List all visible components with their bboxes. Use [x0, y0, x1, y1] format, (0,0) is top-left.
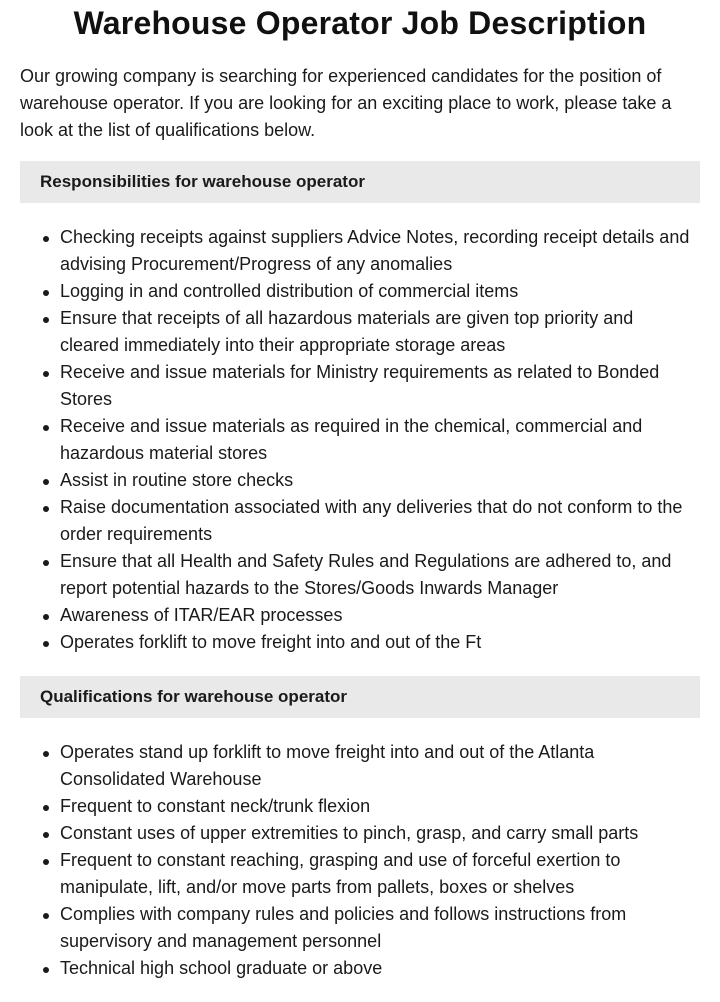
list-item: Operates stand up forklift to move freight into and out of the Atlanta Consolidated Warehouse: [60, 739, 700, 793]
responsibilities-heading: Responsibilities for warehouse operator: [20, 161, 700, 203]
qualifications-heading: Qualifications for warehouse operator: [20, 676, 700, 718]
page-title: Warehouse Operator Job Description: [73, 5, 647, 41]
list-item: Receive and issue materials for Ministry requirements as related to Bonded Stores: [60, 359, 700, 413]
list-item: Receive and issue materials as required in the chemical, commercial and hazardous material stores: [60, 413, 700, 467]
list-item: Frequent to constant reaching, grasping and use of forceful exertion to manipulate, lift, and/or move parts from pallets, boxes or shelves: [60, 847, 700, 901]
list-item: Constant uses of upper extremities to pinch, grasp, and carry small parts: [60, 820, 700, 847]
list-item: Awareness of ITAR/EAR processes: [60, 602, 700, 629]
list-item: Frequent to constant neck/trunk flexion: [60, 793, 700, 820]
list-item: Ensure that all Health and Safety Rules and Regulations are adhered to, and report potential hazards to the Stores/Goods Inwards Manager: [60, 548, 700, 602]
list-item: Technical high school graduate or above: [60, 955, 700, 982]
responsibilities-list: [20, 224, 700, 656]
intro-paragraph: Our growing company is searching for experienced candidates for the position of warehouse operator. If you are looking for an exciting place to work, please take a look at the list of qualifications below.: [20, 66, 672, 140]
qualifications-list: [20, 739, 700, 982]
list-item: Complies with company rules and policies and follows instructions from supervisory and management personnel: [60, 901, 700, 955]
list-item: Assist in routine store checks: [60, 467, 700, 494]
list-item: Raise documentation associated with any deliveries that do not conform to the order requirements: [60, 494, 700, 548]
list-item: Checking receipts against suppliers Advice Notes, recording receipt details and advising Procurement/Progress of any anomalies: [60, 224, 700, 278]
list-item: Logging in and controlled distribution of commercial items: [60, 278, 700, 305]
list-item: Ensure that receipts of all hazardous materials are given top priority and cleared immediately into their appropriate storage areas: [60, 305, 700, 359]
list-item: Operates forklift to move freight into and out of the Ft: [60, 629, 700, 656]
